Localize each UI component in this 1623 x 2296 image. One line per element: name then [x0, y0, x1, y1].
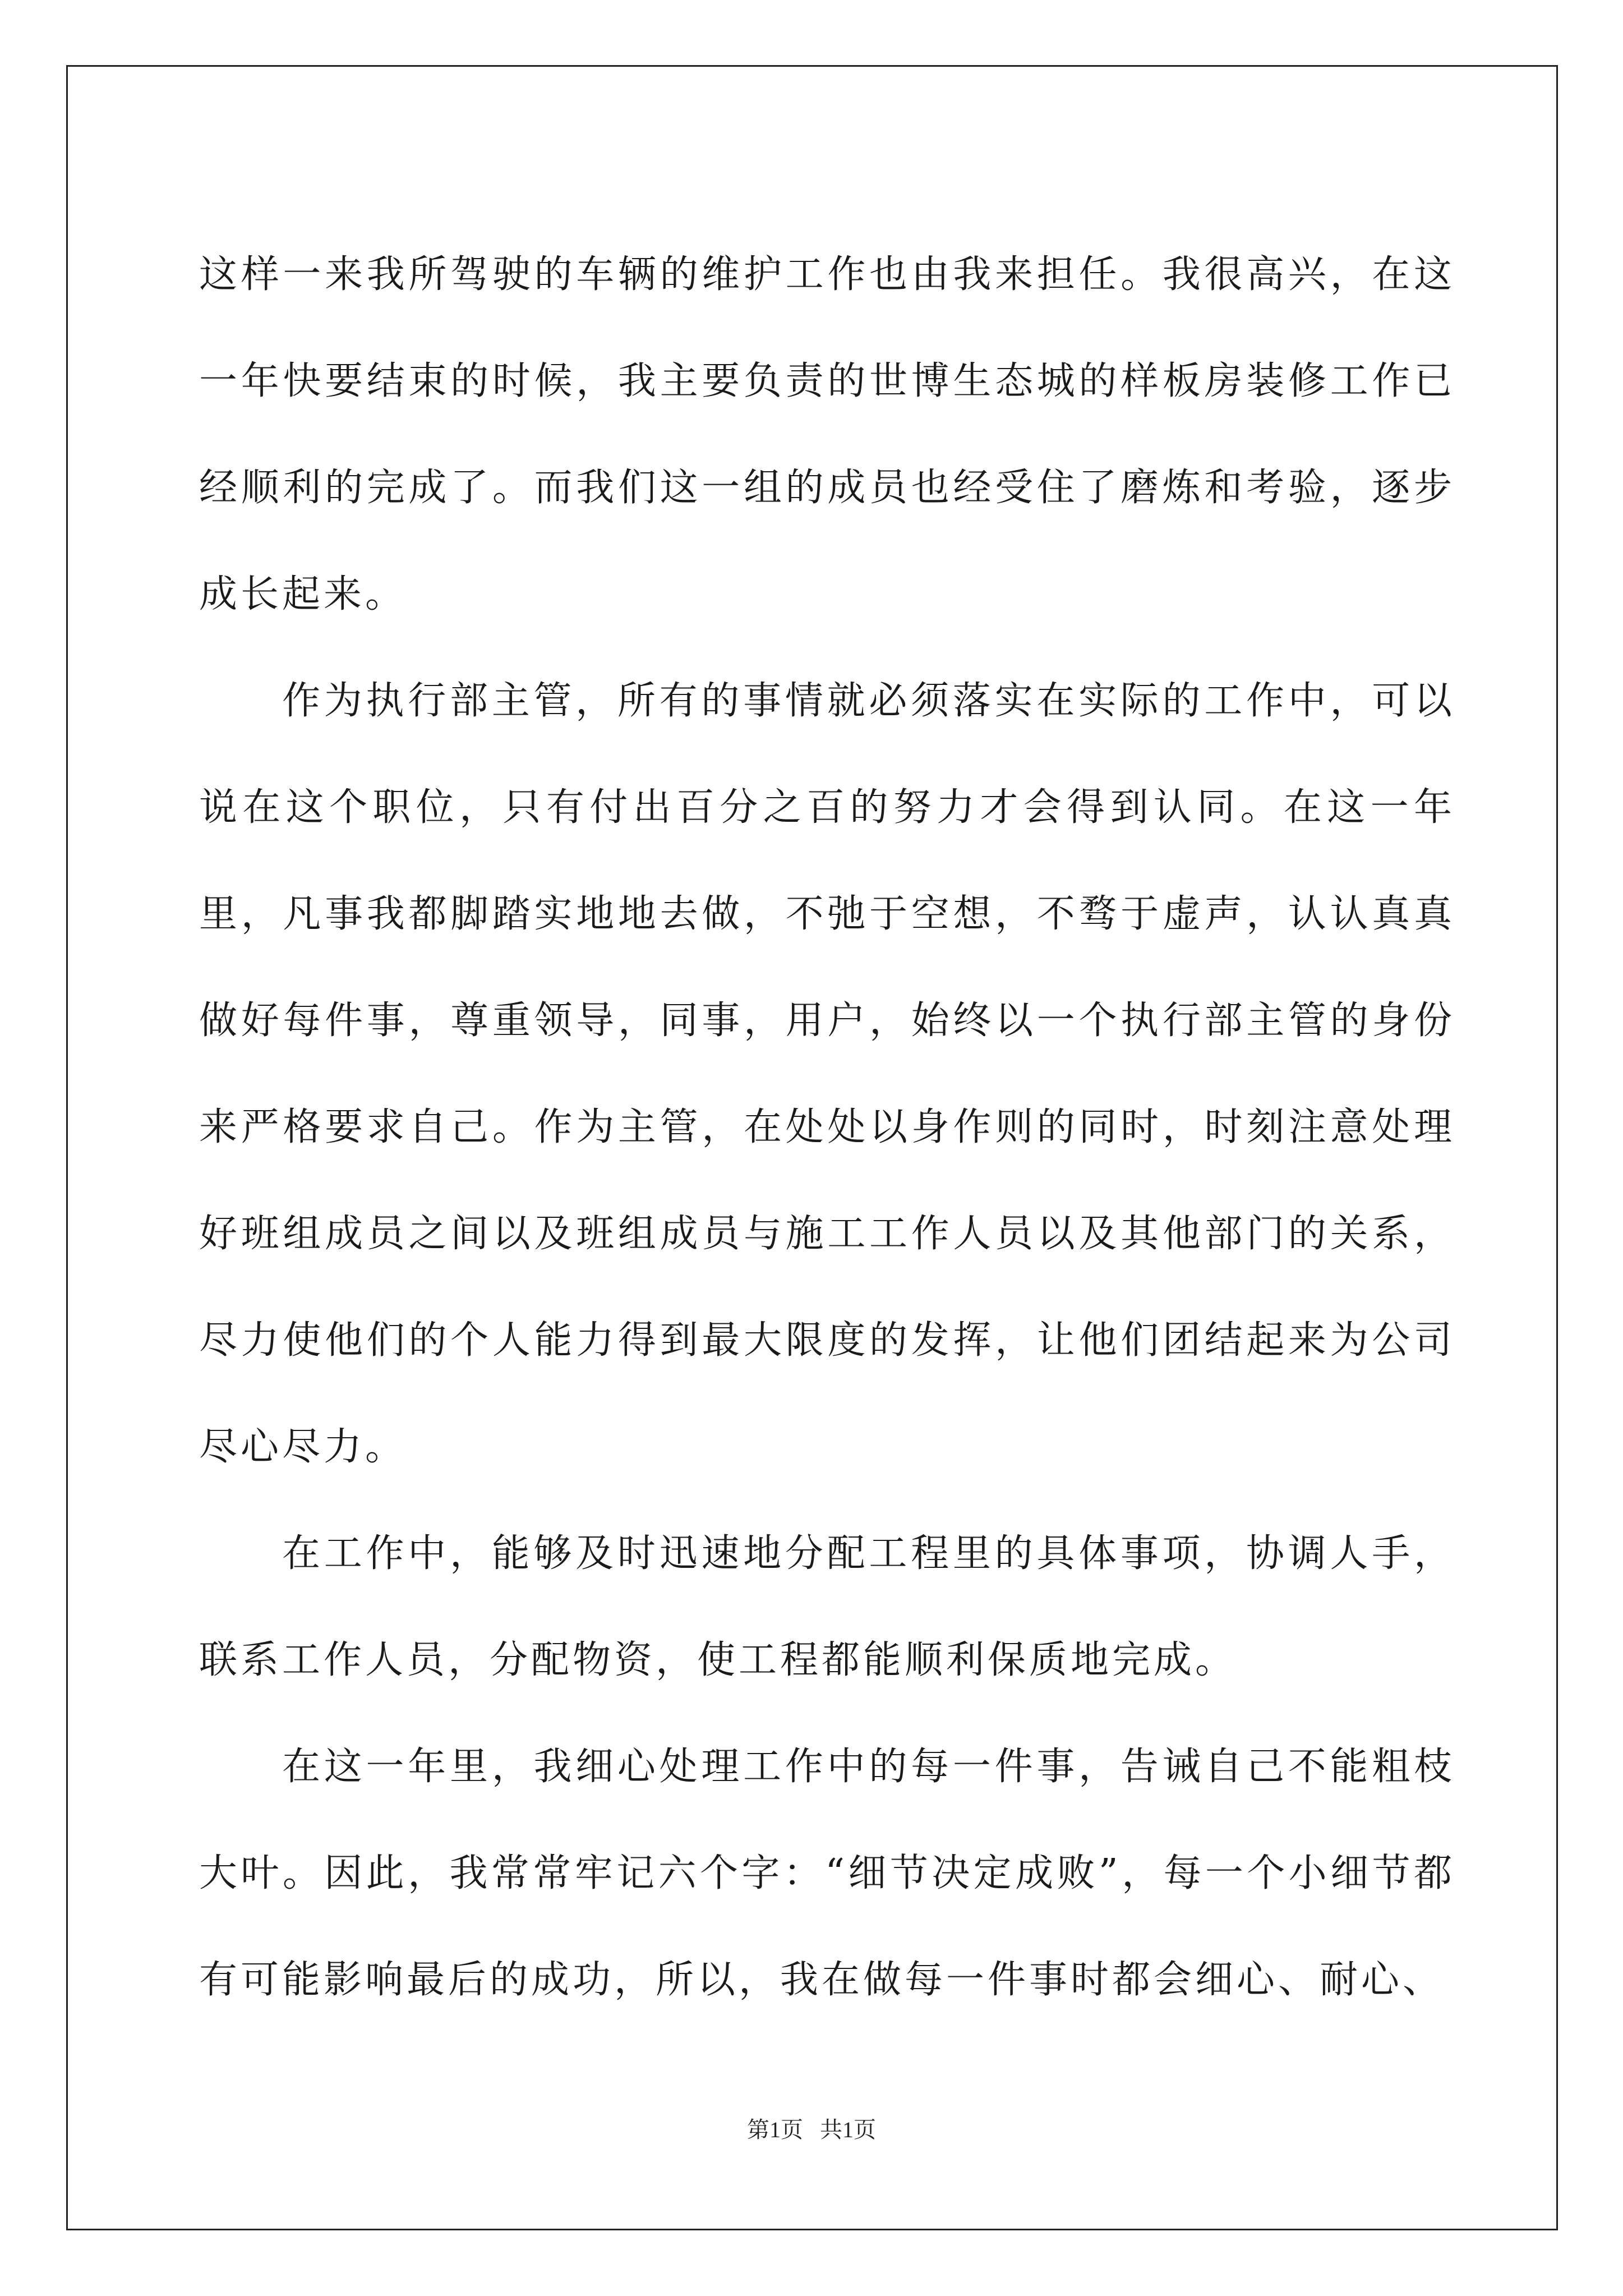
- paragraph-3: 在工作中，能够及时迅速地分配工程里的具体事项，协调人手，联系工作人员，分配物资，使工程都能顺利保质地完成。: [199, 1531, 1455, 1682]
- document-body: [199, 222, 1455, 2033]
- paragraph-4: 在这一年里，我细心处理工作中的每一件事，告诫自己不能粗枝大叶。因此，我常常牢记六个字：“细节决定成败”，每一个小细节都有可能影响最后的成功，所以，我在做每一件事时都会细心、耐心、: [199, 1745, 1455, 2002]
- paragraph-2: 作为执行部主管，所有的事情就必须落实在实际的工作中，可以说在这个职位，只有付出百分之百的努力才会得到认同。在这一年里，凡事我都脚踏实地地去做，不弛于空想，不骛于虚声，认认真真做好每件事，尊重领导，同事，用户，始终以一个执行部主管的身份来严格要求自己。作为主管，在处处以身作则的同时，时刻注意处理好班组成员之间以及班组成员与施工工作人员以及其他部门的关系，尽力使他们的个人能力得到最大限度的发挥，让他们团结起来为公司尽心尽力。: [199, 679, 1455, 1469]
- paragraph-1: 这样一来我所驾驶的车辆的维护工作也由我来担任。我很高兴，在这一年快要结束的时候，我主要负责的世博生态城的样板房装修工作已经顺利的完成了。而我们这一组的成员也经受住了磨炼和考验，逐步成长起来。: [199, 252, 1455, 616]
- page-footer: 第1页 共1页: [747, 2117, 876, 2142]
